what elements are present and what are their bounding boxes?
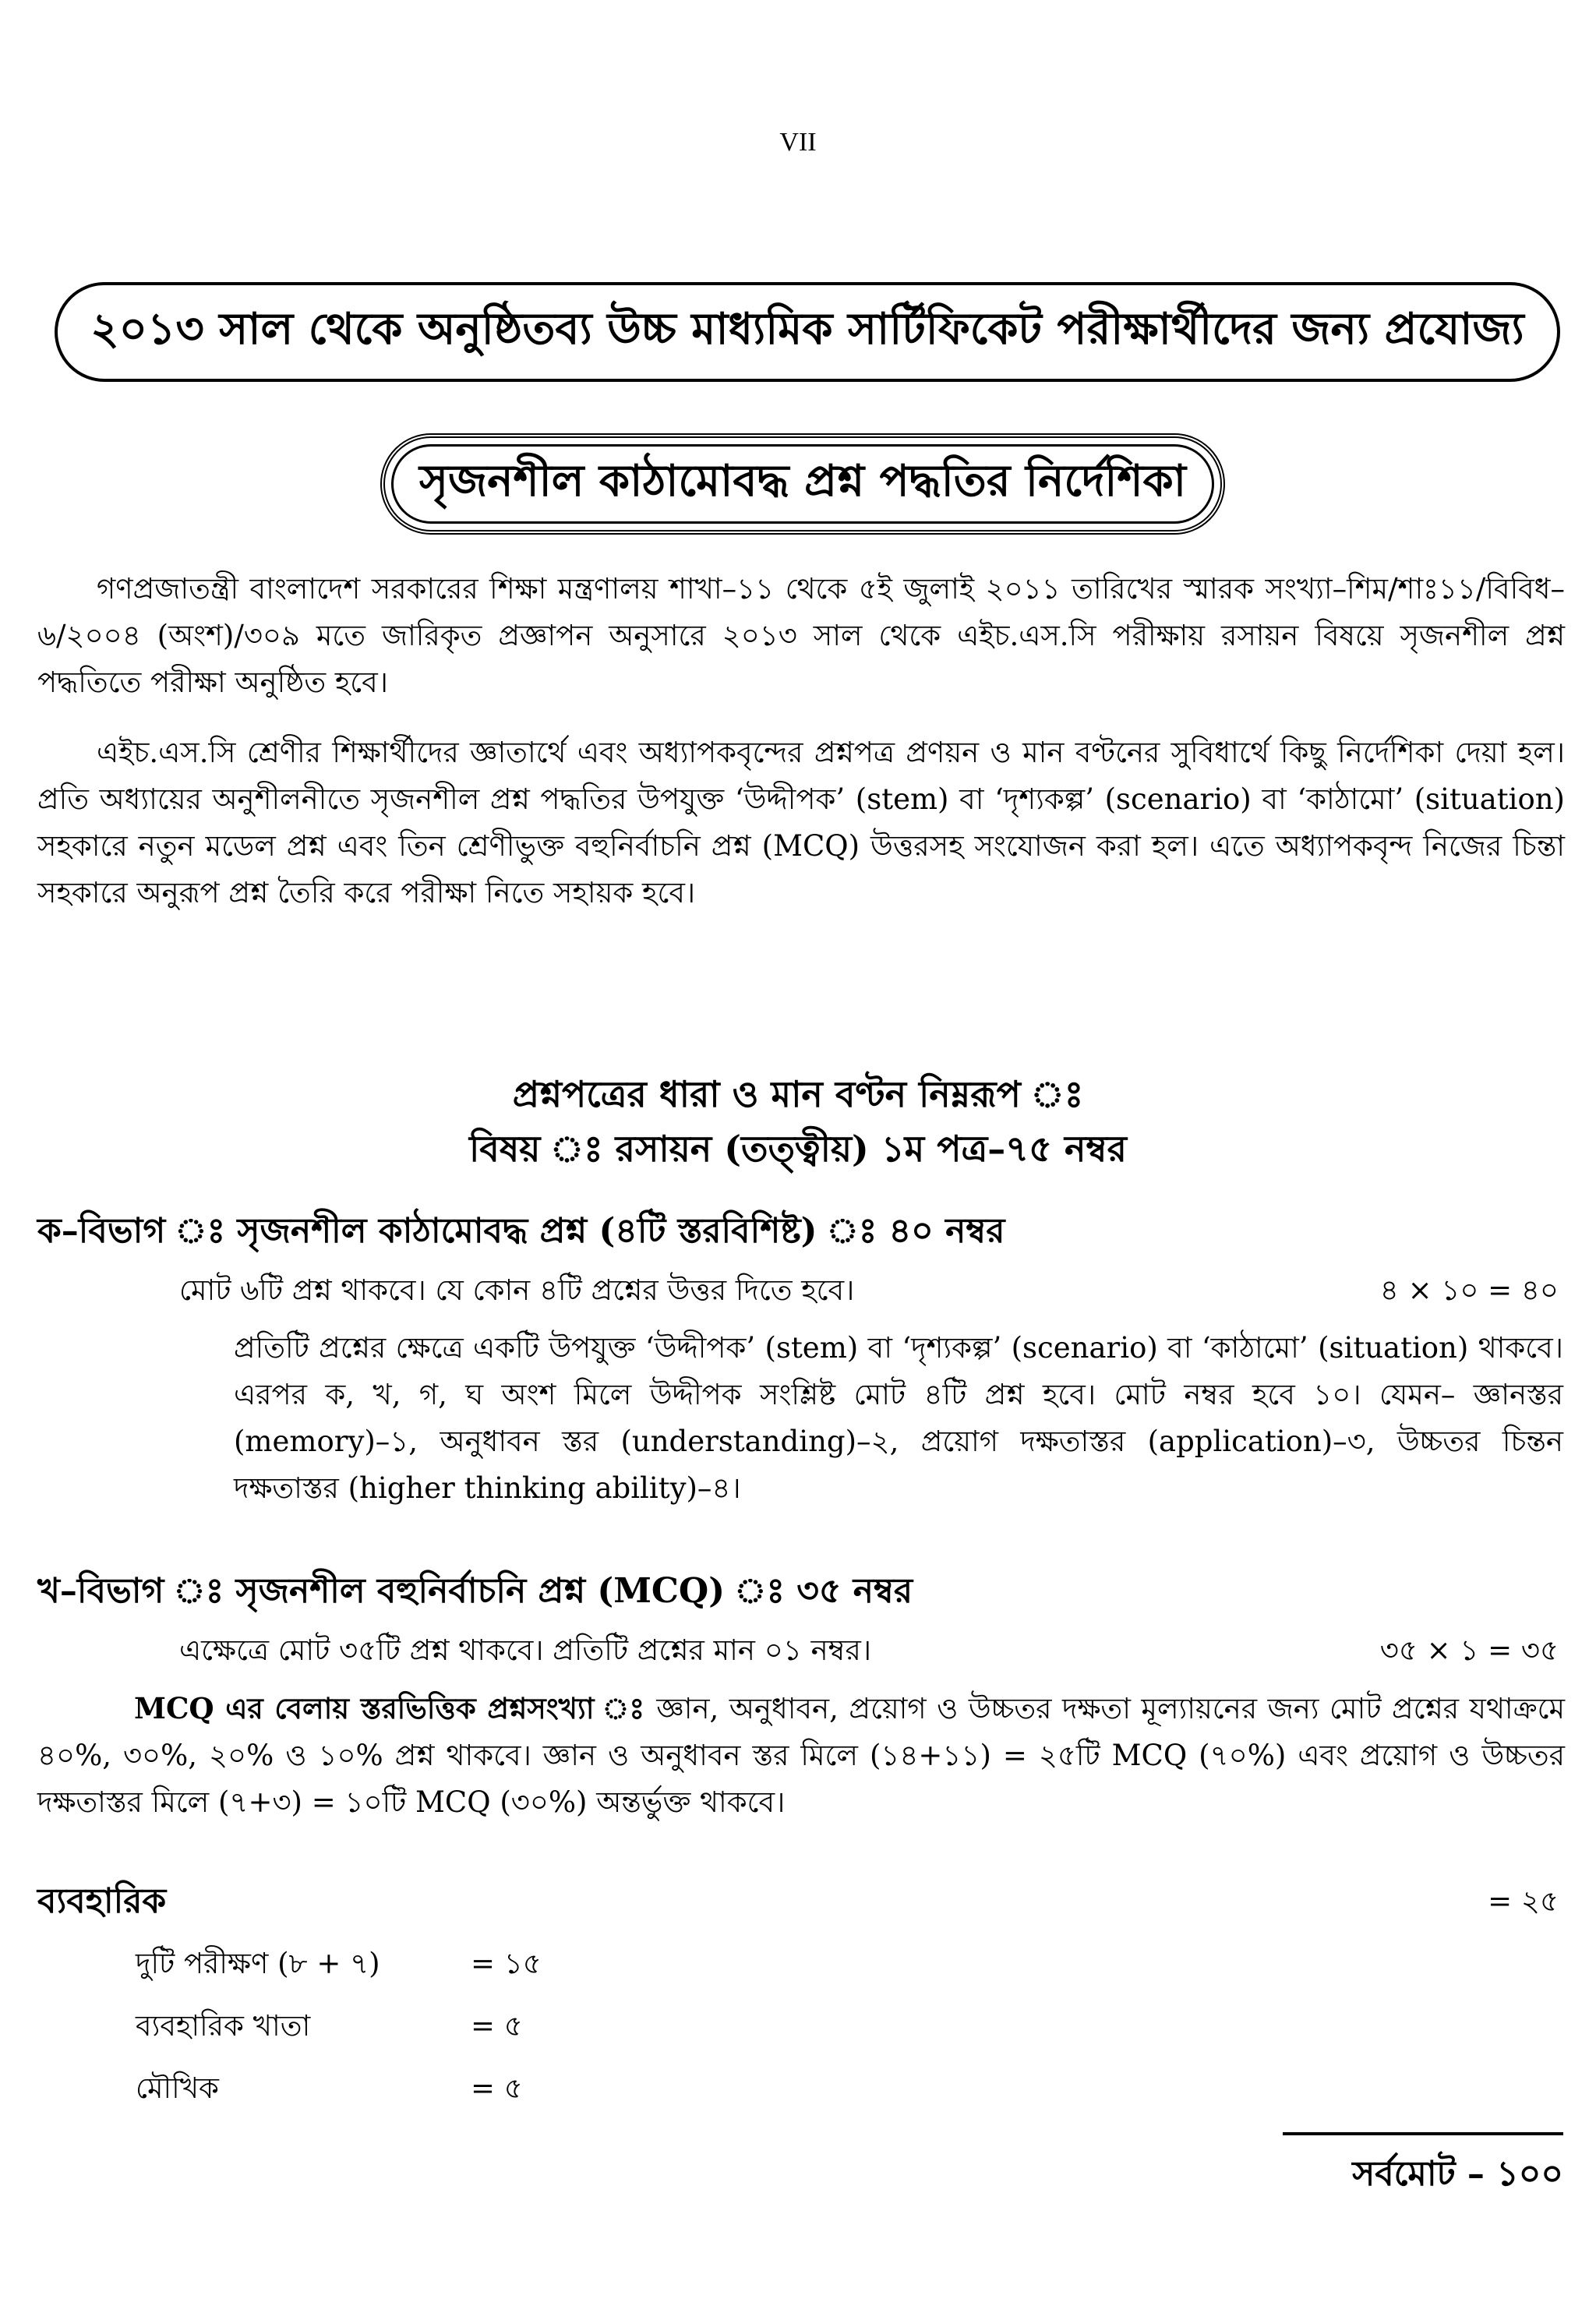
practical-total: = ২৫ <box>1488 1884 1559 1918</box>
section-b-line: এক্ষেত্রে মোট ৩৫টি প্রশ্ন থাকবে। প্রতিটি প্রশ্নের মান ০১ নম্বর। <box>179 1633 872 1667</box>
mcq-lead: MCQ এর বেলায় স্তরভিত্তিক প্রশ্নসংখ্যা ঃ <box>134 1691 646 1725</box>
page-number: VII <box>779 128 817 157</box>
mcq-paragraph <box>37 1685 1565 1826</box>
section-b-calc: ৩৫ × ১ = ৩৫ <box>1379 1633 1559 1667</box>
practical-row-label: ব্যবহারিক খাতা <box>136 2009 311 2043</box>
mcq-text: জ্ঞান, অনুধাবন, প্রয়োগ ও উচ্চতর দক্ষতা মূল্যায়নের জন্য মোট প্রশ্নের যথাক্রমে ৪০%, ৩০%, ২০% ও ১০% প্রশ্ন থাকবে। জ্ঞান ও অনুধাবন স্তর মিলে (১৪+১১) = ২৫টি MCQ (৭০%) এবং প্রয়োগ ও উচ্চতর দক্ষতাস্তর মিলে (৭+৩) = ১০টি MCQ (৩০%) অন্তর্ভুক্ত থাকবে। <box>37 1692 1565 1819</box>
practical-row-value: = ৫ <box>471 2009 523 2043</box>
practical-row-value: = ১৫ <box>471 1947 542 1980</box>
grand-total: সর্বমোট – ১০০ <box>1352 2154 1563 2194</box>
header-banner <box>55 282 1560 382</box>
intro-paragraph-1: গণপ্রজাতন্ত্রী বাংলাদেশ সরকারের শিক্ষা মন্ত্রণালয় শাখা–১১ থেকে ৫ই জুলাই ২০১১ তারিখের স্মারক সংখ্যা–শিম/শাঃ১১/বিবিধ–৬/২০০৪ (অংশ)/৩০৯ মতে জারিকৃত প্রজ্ঞাপন অনুসারে ২০১৩ সাল থেকে এইচ.এস.সি পরীক্ষায় রসায়ন বিষয়ে সৃজনশীল প্রশ্ন পদ্ধতিতে পরীক্ষা অনুষ্ঠিত হবে। <box>37 572 1565 699</box>
banner-text: ২০১৩ সাল থেকে অনুষ্ঠিতব্য উচ্চ মাধ্যমিক সার্টিফিকেট পরীক্ষার্থীদের জন্য প্রযোজ্য <box>90 303 1524 355</box>
subject-title: বিষয় ঃ রসায়ন (তত্ত্বীয়) ১ম পত্র–৭৫ নম্বর <box>469 1128 1127 1170</box>
title-badge <box>380 433 1225 535</box>
practical-row-label: দুটি পরীক্ষণ (৮ + ৭) <box>136 1947 380 1980</box>
title-badge-inner <box>391 444 1214 524</box>
practical-heading: ব্যবহারিক <box>37 1881 167 1921</box>
section-a-detail: প্রতিটি প্রশ্নের ক্ষেত্রে একটি উপযুক্ত ‘উদ্দীপক’ (stem) বা ‘দৃশ্যকল্প’ (scenario) বা ‘কাঠামো’ (situation) থাকবে। এরপর ক, খ, গ, ঘ অংশ মিলে উদ্দীপক সংশ্লিষ্ট মোট ৪টি প্রশ্ন হবে। মোট নম্বর হবে ১০। যেমন– জ্ঞানস্তর (memory)–১, অনুধাবন স্তর (understanding)–২, প্রয়োগ দক্ষতাস্তর (application)–৩, উচ্চতর চিন্তন দক্ষতাস্তর (higher thinking ability)–৪। <box>234 1331 1563 1505</box>
total-divider <box>1283 2132 1563 2135</box>
section-b-heading: খ–বিভাগ ঃ সৃজনশীল বহুনির্বাচনি প্রশ্ন (MCQ) ঃ ৩৫ নম্বর <box>37 1571 913 1611</box>
structure-title: প্রশ্নপত্রের ধারা ও মান বণ্টন নিম্নরূপ ঃ <box>512 1073 1084 1115</box>
practical-row-value: = ৫ <box>471 2071 523 2105</box>
intro-paragraph-2: এইচ.এস.সি শ্রেণীর শিক্ষার্থীদের জ্ঞাতার্থে এবং অধ্যাপকবৃন্দের প্রশ্নপত্র প্রণয়ন ও মান বণ্টনের সুবিধার্থে কিছু নির্দেশিকা দেয়া হল। প্রতি অধ্যায়ের অনুশীলনীতে সৃজনশীল প্রশ্ন পদ্ধতির উপযুক্ত ‘উদ্দীপক’ (stem) বা ‘দৃশ্যকল্প’ (scenario) বা ‘কাঠামো’ (situation) সহকারে নতুন মডেল প্রশ্ন এবং তিন শ্রেণীভুক্ত বহুনির্বাচনি প্রশ্ন (MCQ) উত্তরসহ সংযোজন করা হল। এতে অধ্যাপকবৃন্দ নিজের চিন্তা সহকারে অনুরূপ প্রশ্ন তৈরি করে পরীক্ষা নিতে সহায়ক হবে। <box>37 736 1565 909</box>
badge-title: সৃজনশীল কাঠামোবদ্ধ প্রশ্ন পদ্ধতির নির্দেশিকা <box>419 455 1186 507</box>
practical-row-label: মৌখিক <box>136 2071 219 2105</box>
section-a-calc: ৪ × ১০ = ৪০ <box>1379 1273 1559 1307</box>
section-a-line: মোট ৬টি প্রশ্ন থাকবে। যে কোন ৪টি প্রশ্নের উত্তর দিতে হবে। <box>179 1273 855 1307</box>
section-a-heading: ক–বিভাগ ঃ সৃজনশীল কাঠামোবদ্ধ প্রশ্ন (৪টি স্তরবিশিষ্ট) ঃ ৪০ নম্বর <box>37 1211 1005 1251</box>
